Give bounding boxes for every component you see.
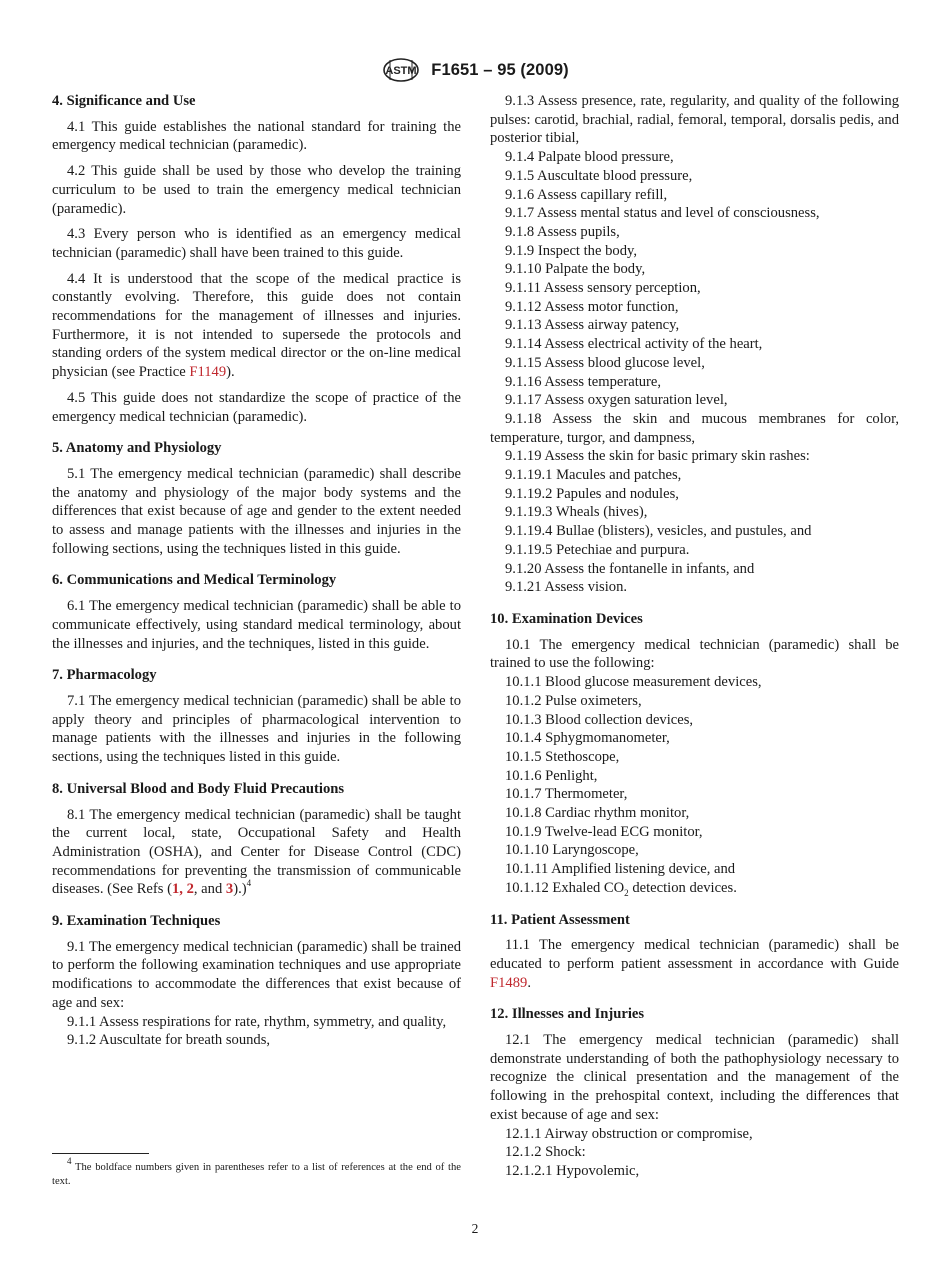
item-9-1-1: 9.1.1 Assess respirations for rate, rhythm, symmetry, and quality, [67,1013,447,1030]
page-header [0,56,950,84]
footnote-mark: 4 [246,878,252,889]
list-item: 9.1.19.4 Bullae (blisters), vesicles, and pustules, and [505,523,812,540]
list-item: 9.1.15 Assess blood glucose level, [505,354,705,371]
list-item: 12.1.1 Airway obstruction or compromise, [505,1125,753,1142]
paragraph-11-1-text: 11.1 The emergency medical technician (paramedic) shall be educated to perform patient assessment in accordance with Guide [490,937,899,972]
list-item: 12.1.2.1 Hypovolemic, [505,1162,640,1179]
list-item: 9.1.13 Assess airway patency, [505,317,680,334]
section-heading-5: 5. Anatomy and Physiology [52,440,222,457]
paragraph-4-5: 4.5 This guide does not standardize the scope of practice of the emergency medical technician (paramedic). [52,389,461,425]
paragraph-9-1: 9.1 The emergency medical technician (paramedic) shall be trained to perform the following examination techniques and use appropriate modifications to accommodate the differences that exist because of age and sex: [52,938,461,1011]
paragraph-8-1-text: 8.1 The emergency medical technician (paramedic) shall be taught the current local, state, Occupational Safety and Health Administration (OSHA), and Center for Disease Control (CDC) recommendations for preventing the transmission of communicable diseases. (See Refs ( [52,806,461,898]
list-item: 9.1.5 Auscultate blood pressure, [505,167,693,184]
list-item: 9.1.9 Inspect the body, [505,242,637,259]
paragraph-4-1: 4.1 This guide establishes the national standard for training the emergency medical technician (paramedic). [52,118,461,154]
footnote-rule [52,1153,149,1154]
section-heading-10: 10. Examination Devices [490,610,643,627]
footnote [52,1156,461,1189]
paragraph-4-2: 4.2 This guide shall be used by those who develop the training curriculum to be used to train the emergency medical technician (paramedic). [52,163,461,217]
list-item: 10.1.2 Pulse oximeters, [505,692,642,709]
list-item: 9.1.7 Assess mental status and level of consciousness, [505,205,820,222]
list-item: 9.1.4 Palpate blood pressure, [505,149,674,166]
right-column [490,92,899,1181]
list-item: 9.1.19 Assess the skin for basic primary skin rashes: [505,448,810,465]
paragraph-10-1: 10.1 The emergency medical technician (paramedic) shall be trained to use the following: [490,636,899,672]
section-heading-7: 7. Pharmacology [52,667,157,684]
paragraph-4-4-text: 4.4 It is understood that the scope of the medical practice is constantly evolving. Therefore, this guide does not contain recommendations for the management of illnesses and injuries. Furthermore, it is not intended to supersede the protocols and standing orders of the system medical director or the on-line medical physician (see Practice [52,270,461,381]
paragraph-5-1: 5.1 The emergency medical technician (paramedic) shall describe the anatomy and physiology of the major body systems and the differences that exist because of age and gender to the extent needed to assess and manage patients with the illnesses and injuries in the following sections, using the techniques listed in this guide. [52,465,461,557]
ref-2-link[interactable]: 2 [186,881,194,898]
paragraph-12-1: 12.1 The emergency medical technician (paramedic) shall demonstrate understanding of both the pathophysiology necessary to recognize the clinical presentation and the management of the following in the prehospital context, including the differences that exist because of age and sex: [490,1032,899,1123]
paragraph-11-1-end: . [527,974,531,991]
paragraph-4-3: 4.3 Every person who is identified as an emergency medical technician (paramedic) shall have been trained to this guide. [52,226,461,261]
list-item: 10.1.10 Laryngoscope, [505,842,639,859]
footnote-number: 4 [67,1156,72,1167]
ref-separator: , and [193,881,226,898]
section-heading-4: 4. Significance and Use [52,93,196,109]
item-9-1-18: 9.1.18 Assess the skin and mucous membranes for color, temperature, turgor, and dampness, [490,410,899,446]
item-10-1-12-end: detection devices. [628,879,737,896]
paragraph-4-4 [52,270,461,382]
paragraph-8-1-end: ).) [233,881,247,898]
list-item: 9.1.10 Palpate the body, [505,261,646,278]
item-10-1-12-text: 10.1.12 Exhaled CO [505,879,625,896]
practice-f1149-link[interactable]: F1149 [189,364,227,381]
item-10-1-12 [490,879,899,898]
item-9-1-3: 9.1.3 Assess presence, rate, regularity, and quality of the following pulses: carotid, brachial, radial, femoral, temporal, dorsalis pedis, and posterior tibial, [490,93,899,147]
list-item: 9.1.11 Assess sensory perception, [505,280,701,297]
list-item: 9.1.12 Assess motor function, [505,298,679,315]
list-item: 9.1.19.1 Macules and patches, [505,467,682,484]
section-heading-11: 11. Patient Assessment [490,911,630,928]
list-item: 10.1.7 Thermometer, [505,786,628,803]
list-item: 10.1.9 Twelve-lead ECG monitor, [505,823,703,840]
list-item: 9.1.16 Assess temperature, [505,373,662,390]
list-item: 10.1.8 Cardiac rhythm monitor, [505,805,690,822]
guide-f1489-link[interactable]: F1489 [490,974,528,991]
list-item: 10.1.3 Blood collection devices, [505,711,694,728]
list-item: 10.1.1 Blood glucose measurement devices, [505,674,762,691]
page-number: 2 [471,1221,479,1236]
list-item: 9.1.21 Assess vision. [505,579,628,596]
paragraph-6-1: 6.1 The emergency medical technician (paramedic) shall be able to communicate effectively, using standard medical terminology, about the illnesses and injuries, and the techniques, listed in this guide. [52,598,461,652]
document-designation: F1651 – 95 (2009) [431,60,569,79]
item-9-1-2: 9.1.2 Auscultate for breath sounds, [67,1032,271,1049]
svg-text:ASTM: ASTM [385,65,417,77]
footnote-text: The boldface numbers given in parentheses refer to a list of references at the end of the text. [52,1162,461,1187]
paragraph-11-1 [490,936,899,992]
left-column [52,92,461,1050]
section-heading-9: 9. Examination Techniques [52,913,221,930]
list-item: 10.1.11 Amplified listening device, and [505,861,736,878]
list-item: 10.1.6 Penlight, [505,767,598,784]
astm-logo-icon [381,56,421,84]
paragraph-7-1: 7.1 The emergency medical technician (paramedic) shall be able to apply theory and principles of pharmacological intervention to manage patients with the illnesses and injuries in the following sections, using the techniques listed in this guide. [52,692,461,766]
ref-3-link[interactable]: 3 [225,881,234,898]
ref-1-link[interactable]: 1, [171,881,183,898]
list-item: 9.1.17 Assess oxygen saturation level, [505,392,728,409]
list-item: 9.1.20 Assess the fontanelle in infants, and [505,560,755,577]
paragraph-8-1 [52,806,461,900]
list-item: 10.1.4 Sphygmomanometer, [505,730,670,747]
list-item: 9.1.6 Assess capillary refill, [505,186,668,203]
list-item: 9.1.8 Assess pupils, [505,223,620,240]
subscript-2: 2 [624,887,629,898]
list-item: 10.1.5 Stethoscope, [505,748,620,765]
section-heading-6: 6. Communications and Medical Terminology [52,572,337,589]
list-item: 12.1.2 Shock: [505,1144,586,1161]
list-item: 9.1.19.3 Wheals (hives), [505,504,648,521]
list-item: 9.1.19.5 Petechiae and purpura. [505,541,690,558]
list-item: 9.1.14 Assess electrical activity of the heart, [505,336,763,353]
section-heading-12: 12. Illnesses and Injuries [490,1006,645,1023]
paragraph-4-4-end: ). [226,364,235,381]
list-item: 9.1.19.2 Papules and nodules, [505,485,679,502]
section-heading-8: 8. Universal Blood and Body Fluid Precautions [52,780,345,797]
